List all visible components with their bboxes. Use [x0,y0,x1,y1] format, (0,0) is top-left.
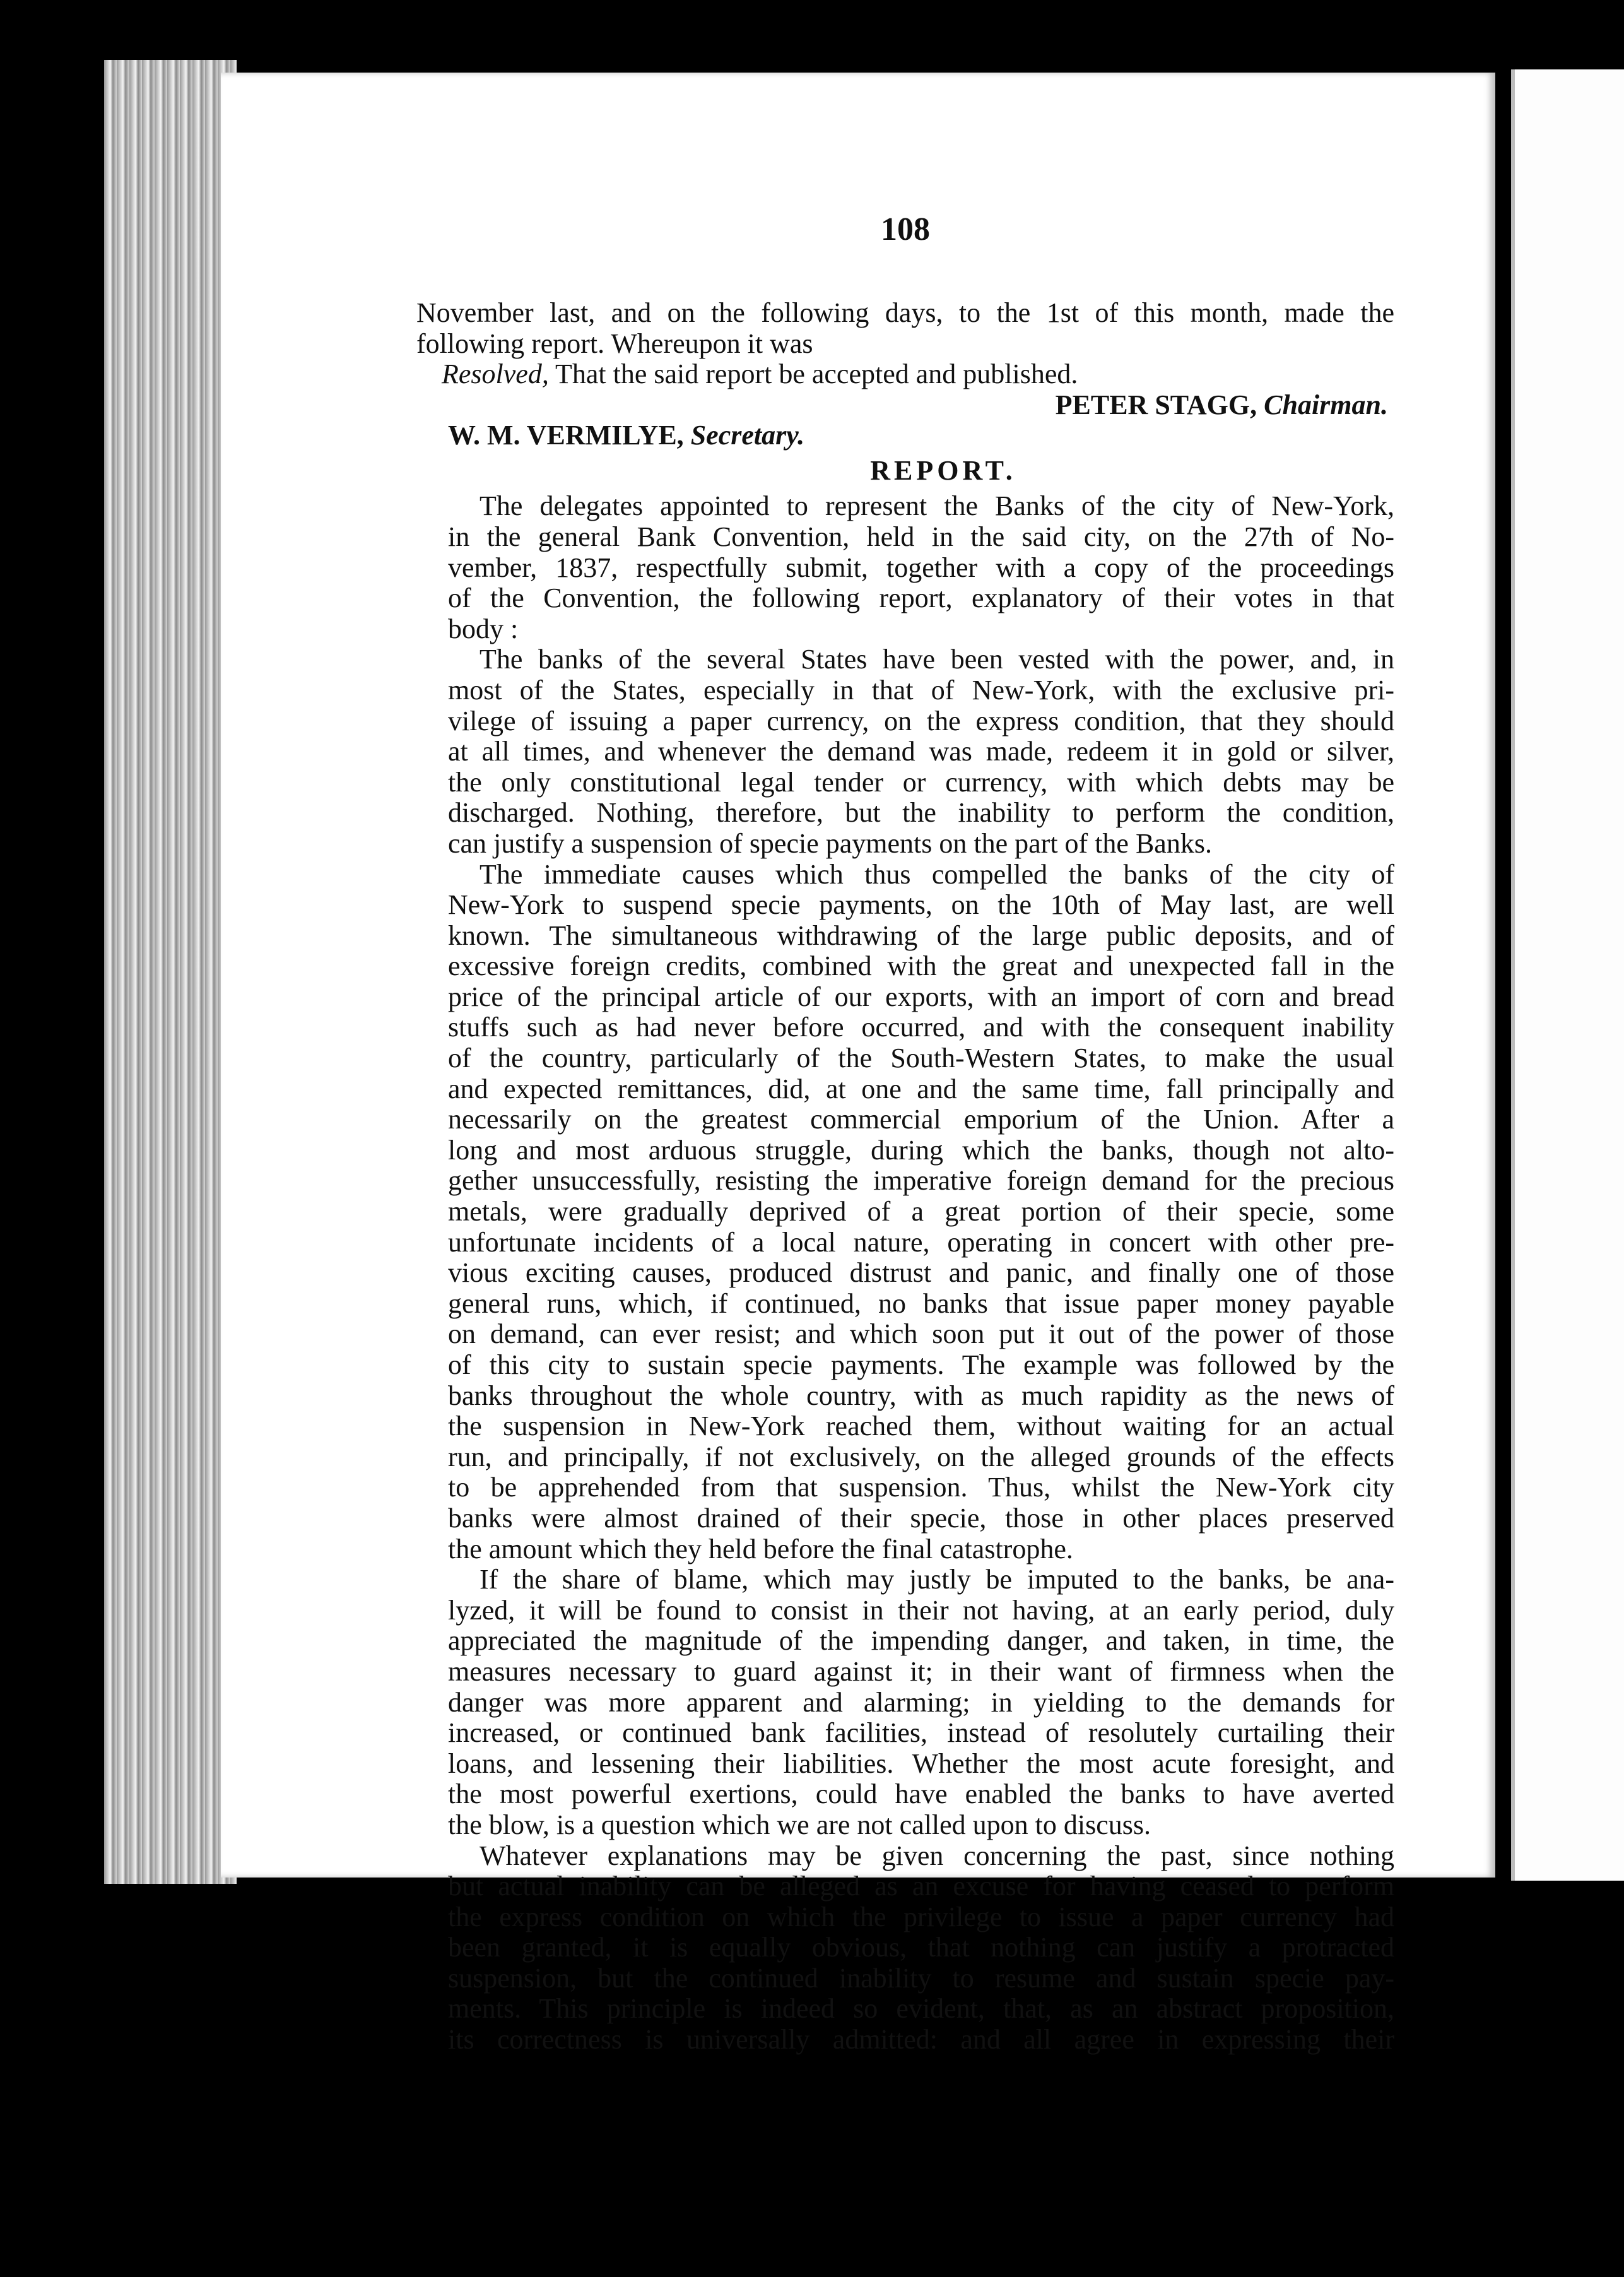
facing-page-edge [1511,69,1515,1881]
secretary-title: Secretary. [683,420,805,451]
text-line: banks throughout the whole country, with as much rapidity as the news of [448,1380,1394,1411]
report-heading: REPORT. [870,455,1016,487]
text-line: the amount which they held before the final catastrophe. [448,1533,1073,1564]
text-line: general runs, which, if continued, no banks that issue paper money payable [448,1287,1394,1319]
text-line: The immediate causes which thus compelled the banks of the city of [480,858,1394,890]
text-line: body : [448,613,519,644]
text-line: unfortunate incidents of a local nature, operating in concert with other pre- [448,1226,1394,1258]
text-line: most of the States, especially in that of New-York, with the exclusive pri- [448,674,1394,706]
page-edges [104,60,237,1884]
text-line: excessive foreign credits, combined with the great and unexpected fall in the [448,950,1394,982]
text-line: the express condition on which the privilege to issue a paper currency had [448,1901,1394,1932]
text-line: been granted, it is equally obvious, that nothing can justify a protracted [448,1932,1394,1963]
text-line: New-York to suspend specie payments, on the 10th of May last, are well [448,889,1394,921]
text-line: to be apprehended from that suspension. Thus, whilst the New-York city [448,1472,1394,1503]
text-line: the most powerful exertions, could have enabled the banks to have averted [448,1778,1394,1810]
intro-paragraph [416,298,1394,359]
chairman-name: PETER STAGG, [1055,389,1257,420]
text-line: its correctness is universally admitted: and all agree in expressing their [448,2024,1394,2055]
text-line: in the general Bank Convention, held in the said city, on the 27th of No- [448,521,1394,552]
resolution-text: That the said report be accepted and published. [548,358,1078,390]
resolution [416,359,1394,390]
text-line: Whatever explanations may be given concerning the past, since nothing [480,1840,1394,1871]
secretary-name: W. M. VERMILYE, [448,420,684,451]
report-paragraph [416,491,1394,644]
text-line: loans, and lessening their liabilities. Whether the most acute foresight, and [448,1748,1394,1779]
text-line: of the Convention, the following report, explanatory of their votes in that [448,583,1394,614]
text-line: The banks of the several States have been vested with the power, and, in [480,644,1394,675]
report-body [416,491,1394,2055]
text-line: danger was more apparent and alarming; in yielding to the demands for [448,1686,1394,1718]
report-paragraph [416,1841,1394,2055]
text-line: gether unsuccessfully, resisting the imperative foreign demand for the precious [448,1165,1394,1197]
text-line: banks were almost drained of their specie, those in other places preserved [448,1502,1394,1534]
text-line: run, and principally, if not exclusively, on the alleged grounds of the effects [448,1441,1394,1472]
text-line: stuffs such as had never before occurred, and with the consequent inability [448,1012,1394,1043]
text-line: of the country, particularly of the South-Western States, to make the usual [448,1043,1394,1074]
text-line: If the share of blame, which may justly be imputed to the banks, be ana- [480,1564,1394,1595]
text-line: vember, 1837, respectfully submit, together with a copy of the proceedings [448,552,1394,583]
text-line: appreciated the magnitude of the impending danger, and taken, in time, the [448,1625,1394,1657]
report-paragraph [416,1564,1394,1840]
text-line: November last, and on the following days, to the 1st of this month, made the [416,297,1394,328]
text-line: vilege of issuing a paper currency, on the express condition, that they should [448,705,1394,736]
text-line: at all times, and whenever the demand was made, redeem it in gold or silver, [448,736,1394,767]
text-line: ments. This principle is indeed so evident, that, as an abstract proposition, [448,1993,1394,2025]
text-line: lyzed, it will be found to consist in their not having, at an early period, duly [448,1594,1394,1626]
text-line: and expected remittances, did, at one and the same time, fall principally and [448,1073,1394,1104]
text-line: the suspension in New-York reached them, without waiting for an actual [448,1411,1394,1442]
page-text [416,211,1394,2055]
facing-page [1511,69,1624,1881]
text-line: long and most arduous struggle, during which the banks, though not alto- [448,1134,1394,1166]
report-paragraph [416,644,1394,859]
text-line: on demand, can ever resist; and which soon put it out of the power of those [448,1318,1394,1350]
secretary-signature [416,420,1394,453]
text-line: of this city to sustain specie payments. The example was followed by the [448,1349,1394,1380]
text-line: can justify a suspension of specie payments on the part of the Banks. [448,827,1212,859]
text-line: the only constitutional legal tender or currency, with which debts may be [448,766,1394,798]
text-line: measures necessary to guard against it; in their want of firmness when the [448,1655,1394,1687]
text-line: metals, were gradually deprived of a great portion of their specie, some [448,1196,1394,1227]
page-number: 108 [881,211,930,247]
text-line: suspension, but the continued inability to resume and sustain specie pay- [448,1962,1394,1994]
text-line: The delegates appointed to represent the Banks of the city of New-York, [480,490,1394,522]
text-line: price of the principal article of our exports, with an import of corn and bread [448,981,1394,1012]
resolved-label: Resolved, [442,358,549,390]
chairman-signature [416,390,1394,421]
chairman-title: Chairman. [1257,389,1388,420]
text-line: vious exciting causes, produced distrust and panic, and finally one of those [448,1257,1394,1289]
text-line: following report. Whereupon it was [416,328,813,359]
text-line: discharged. Nothing, therefore, but the inability to perform the condition, [448,797,1394,829]
text-line: increased, or continued bank facilities, instead of resolutely curtailing their [448,1717,1394,1749]
text-line: necessarily on the greatest commercial emporium of the Union. After a [448,1104,1394,1135]
report-paragraph [416,860,1394,1565]
text-line: but actual inability can be alleged as an excuse for having ceased to perform [448,1871,1394,1902]
text-line: known. The simultaneous withdrawing of the large public deposits, and of [448,920,1394,951]
text-line: the blow, is a question which we are not called upon to discuss. [448,1809,1151,1840]
